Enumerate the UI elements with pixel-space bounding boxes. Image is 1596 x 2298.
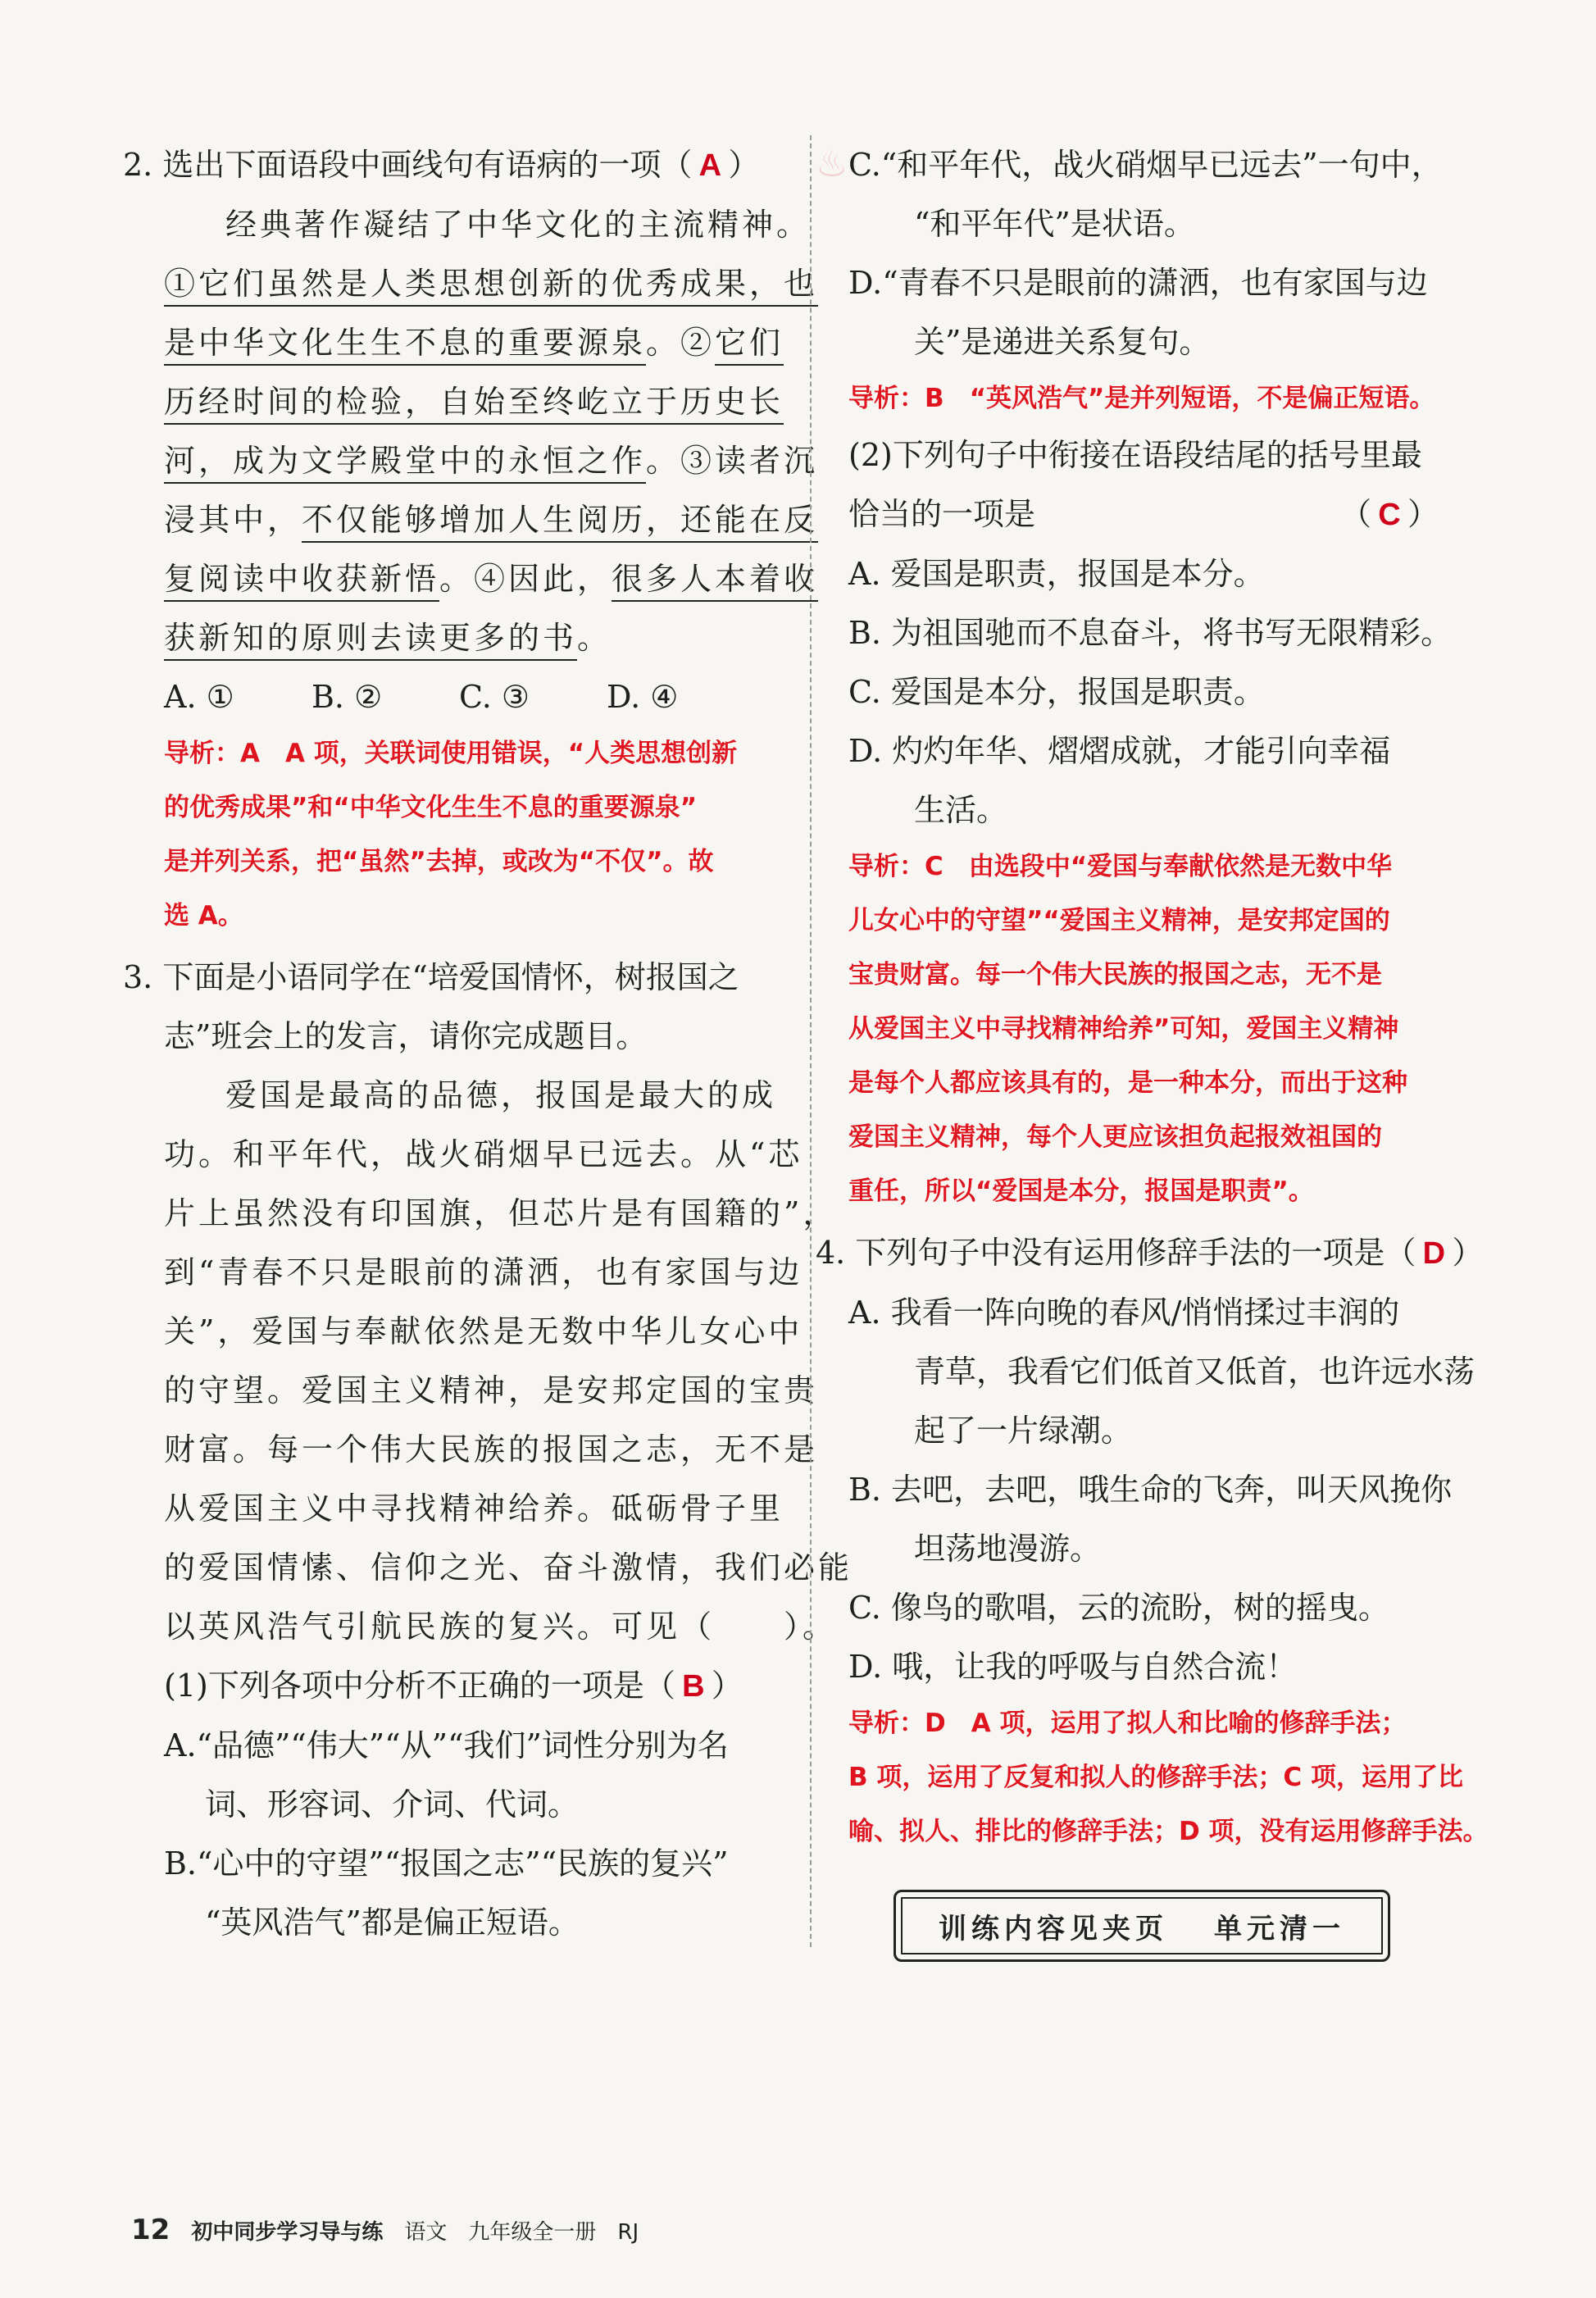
question-3-sub2-guide-line: 儿女心中的守望”“爱国主义精神，是安邦定国的 (848, 906, 1390, 935)
question-4-option-a-cont: 青草，我看它们低首又低首，也许远水荡 (914, 1354, 1476, 1390)
option-b: B. ② (311, 679, 383, 715)
question-4-option-a-cont: 起了一片绿潮。 (914, 1413, 1133, 1449)
question-3-passage-line: 关”，爱国与奉献依然是无数中华儿女心中 (164, 1313, 803, 1349)
question-2-guide-line: 是并列关系，把“虽然”去掉，或改为“不仅”。故 (164, 847, 714, 876)
question-3-passage-line: 的爱国情愫、信仰之光、奋斗激情，我们必能 (164, 1549, 853, 1586)
right-column (816, 135, 1496, 1962)
question-2-passage-line: 复阅读中收获新悟。④因此，很多人本着收 (123, 549, 779, 608)
question-2-options (123, 667, 779, 726)
question-3-sub2-option-b: B. 为祖国驰而不息奋斗，将书写无限精彩。 (848, 615, 1453, 651)
question-4-option-a: A. 我看一阵向晚的春风/悄悄揉过丰润的 (848, 1295, 1400, 1331)
question-3-passage-line: 从爱国主义中寻找精神给养。砥砺骨子里 (164, 1490, 784, 1527)
question-3-sub1-option-b: B.“心中的守望”“报国之志”“民族的复兴” (164, 1845, 729, 1882)
question-4-answer: D (1422, 1236, 1446, 1271)
question-3-sub2-option-c: C. 爱国是本分，报国是职责。 (848, 674, 1265, 710)
question-3-sub1-option-a-cont: 词、形容词、介词、代词。 (205, 1786, 580, 1822)
book-title: 初中同步学习导与练 (191, 2220, 384, 2245)
question-3-sub2-guide-line: 宝贵财富。每一个伟大民族的报国之志，无不是 (848, 960, 1382, 990)
option-a: A. ① (164, 679, 234, 715)
banner-right-text: 单元清一 (1214, 1912, 1345, 1945)
subject: 语文 (404, 2220, 448, 2245)
question-3-sub1-option-b-cont: “英风浩气”都是偏正短语。 (205, 1904, 580, 1941)
question-3-passage-line: 财富。每一个伟大民族的报国之志，无不是 (164, 1431, 819, 1468)
banner-left-text: 训练内容见夹页 (939, 1912, 1168, 1945)
page-number: 12 (131, 2214, 171, 2246)
question-3-sub2-answer: C (1378, 498, 1401, 532)
question-3-passage-line: 到“青春不只是眼前的潇洒，也有家国与边 (164, 1254, 803, 1290)
question-3-sub2-guide-line: 导析：C 由选段中“爱国与奉献依然是无数中华 (848, 852, 1393, 881)
question-2-passage-line: ①它们虽然是人类思想创新的优秀成果，也 (123, 254, 779, 313)
question-3-stem: 志”班会上的发言，请你完成题目。 (164, 1018, 648, 1054)
question-3-passage-line: 的守望。爱国主义精神，是安邦定国的宝贵 (164, 1372, 819, 1408)
question-3-passage-line: 片上虽然没有印国旗，但芯片是有国籍的”， (164, 1195, 838, 1231)
left-column (123, 135, 853, 1952)
question-3-sub1-answer: B (682, 1669, 705, 1704)
question-2-passage-lead: 经典著作凝结了中华文化的主流精神。 (225, 207, 812, 243)
question-2-guide-line: 导析：A A 项，关联词使用错误，“人类思想创新 (164, 739, 738, 768)
grade: 九年级全一册 (468, 2220, 597, 2245)
question-3-sub2-option-d: D. 灼灼年华、熠熠成就，才能引向幸福 (848, 733, 1391, 769)
question-2-passage-line: 浸其中，不仅能够增加人生阅历，还能在反 (123, 490, 779, 549)
question-4-option-b-cont: 坦荡地漫游。 (914, 1531, 1102, 1567)
question-4-stem: 4. 下列句子中没有运用修辞手法的一项是（ D ） (816, 1223, 1496, 1283)
edition: RJ (617, 2220, 639, 2245)
question-3-sub1-option-c-cont: “和平年代”是状语。 (914, 206, 1195, 242)
training-banner (893, 1890, 1390, 1962)
question-2-passage-line: 是中华文化生生不息的重要源泉。②它们 (123, 313, 779, 372)
question-2-passage-line: 获新知的原则去读更多的书。 (123, 608, 779, 667)
question-3-sub1-guide: 导析：B “英风浩气”是并列短语，不是偏正短语。 (848, 384, 1435, 413)
question-3-sub2-guide-line: 重任，所以“爱国是本分，报国是职责”。 (848, 1176, 1314, 1206)
column-divider (810, 135, 812, 1947)
question-3-sub2-guide-line: 从爱国主义中寻找精神给养”可知，爱国主义精神 (848, 1014, 1399, 1044)
option-c: C. ③ (459, 679, 530, 715)
question-3-sub2-guide-line: 爱国主义精神，每个人更应该担负起报效祖国的 (848, 1122, 1382, 1152)
question-4-guide-line: 导析：D A 项，运用了拟人和比喻的修辞手法； (848, 1709, 1407, 1738)
question-3-stem: 3. 下面是小语同学在“培爱国情怀，树报国之 (123, 959, 739, 995)
question-4-option-c: C. 像鸟的歌唱，云的流盼，树的摇曳。 (848, 1590, 1389, 1626)
question-3-sub2-stem: 恰当的一项是 （ C ） (848, 485, 1439, 544)
question-2-stem: 2. 选出下面语段中画线句有语病的一项（ A ） (123, 135, 779, 195)
question-2-answer: A (698, 148, 722, 183)
question-3-passage-line: 功。和平年代，战火硝烟早已远去。从“芯 (164, 1136, 803, 1172)
question-3-sub1-option-d-cont: 关”是递进关系复句。 (914, 324, 1211, 360)
faded-stamp-icon: ♨ (816, 143, 848, 185)
question-3-passage-line: 以英风浩气引航民族的复兴。可见（ ）。 (164, 1609, 838, 1645)
question-4-option-d: D. 哦，让我的呼吸与自然合流！ (848, 1649, 1298, 1685)
question-2-guide-line: 的优秀成果”和“中华文化生生不息的重要源泉” (164, 793, 698, 822)
question-4-guide-line: B 项，运用了反复和拟人的修辞手法；C 项，运用了比 (848, 1763, 1463, 1792)
question-4-option-b: B. 去吧，去吧，哦生命的飞奔，叫天风挽你 (848, 1472, 1453, 1508)
question-3-sub1-option-d: D.“青春不只是眼前的潇洒，也有家国与边 (848, 265, 1428, 301)
question-2-passage-line: 历经时间的检验，自始至终屹立于历史长 (123, 372, 779, 431)
option-d: D. ④ (607, 679, 679, 715)
question-3-sub2-option-d-cont: 生活。 (914, 792, 1008, 828)
question-3-sub2-stem: (2)下列句子中衔接在语段结尾的括号里最 (848, 437, 1422, 473)
question-3-sub1-option-c: C.“和平年代，战火硝烟早已远去”一句中， (848, 147, 1443, 183)
question-2-passage-line: 河，成为文学殿堂中的永恒之作。③读者沉 (123, 431, 779, 490)
question-3-sub2-option-a: A. 爱国是职责，报国是本分。 (848, 556, 1265, 592)
page-footer (131, 2214, 639, 2246)
question-3-passage-line: 爱国是最高的品德，报国是最大的成 (225, 1077, 777, 1113)
question-3-sub1-option-a: A.“品德”“伟大”“从”“我们”词性分别为名 (164, 1727, 729, 1763)
question-3-sub1-stem: (1)下列各项中分析不正确的一项是（ B ） (123, 1656, 779, 1716)
question-3-sub2-guide-line: 是每个人都应该具有的，是一种本分，而出于这种 (848, 1068, 1407, 1098)
question-4-guide-line: 喻、拟人、排比的修辞手法；D 项，没有运用修辞手法。 (848, 1817, 1489, 1846)
question-2-guide-line: 选 A。 (164, 901, 243, 931)
